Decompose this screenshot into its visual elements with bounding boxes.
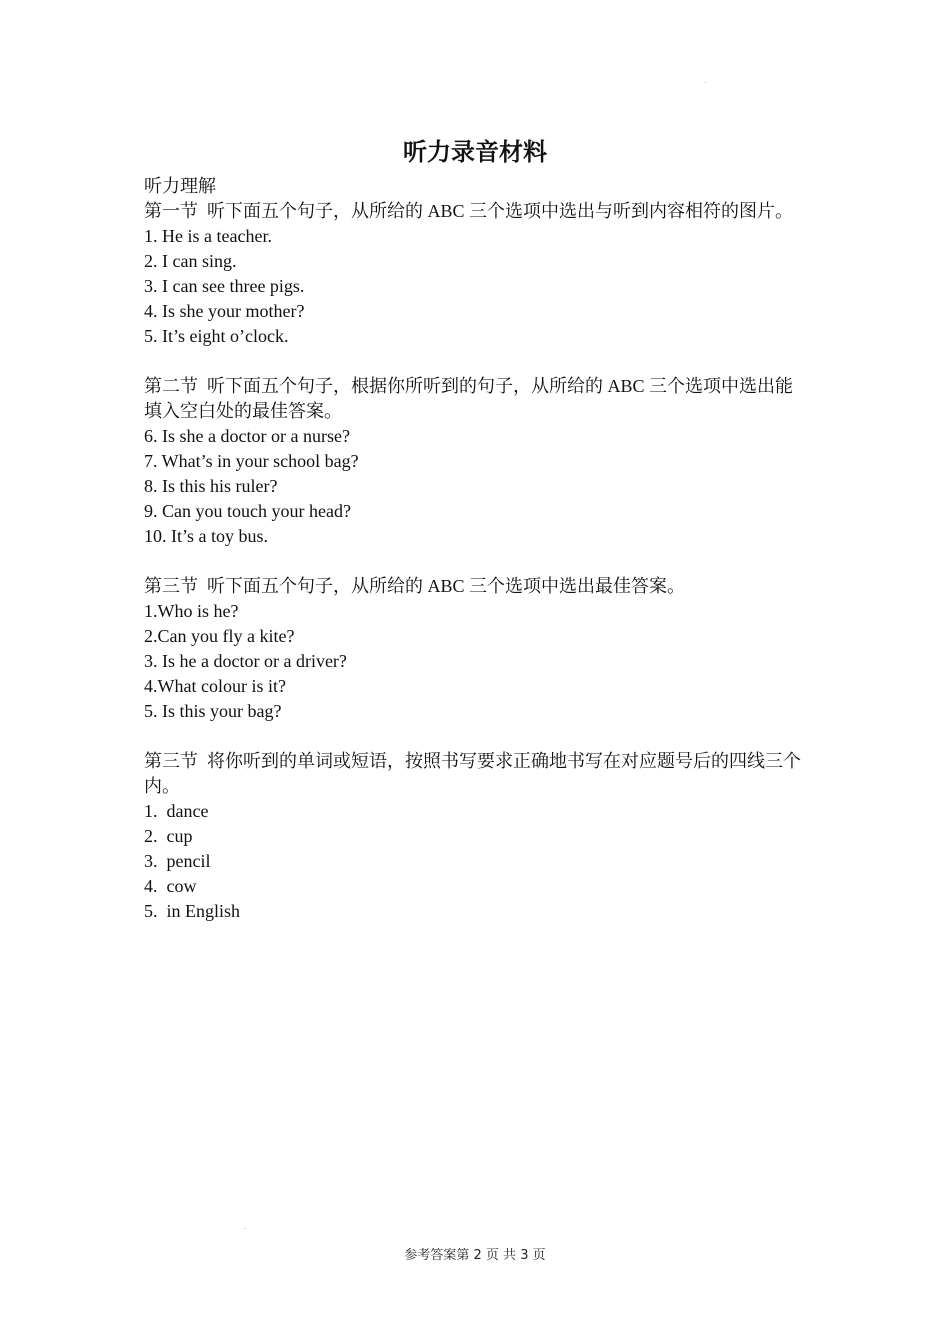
spacer xyxy=(144,724,808,749)
page-footer: 参考答案第 2 页 共 3 页 xyxy=(404,1248,546,1263)
list-item: 5. in English xyxy=(144,901,241,921)
list-item: 4. cow xyxy=(144,876,197,896)
list-item: 4.What colour is it? xyxy=(144,676,286,696)
spacer xyxy=(144,549,808,574)
list-item: 2. I can sing. xyxy=(144,251,237,271)
list-item: 3. Is he a doctor or a driver? xyxy=(144,651,347,671)
section-4 xyxy=(144,749,808,924)
list-item: 10. It’s a toy bus. xyxy=(144,526,268,546)
list-item: 2. cup xyxy=(144,826,193,846)
section-2 xyxy=(144,374,808,549)
section-3 xyxy=(144,574,808,724)
list-item: 3. pencil xyxy=(144,851,211,871)
list-item: 4. Is she your mother? xyxy=(144,301,305,321)
list-item: 5. It’s eight o’clock. xyxy=(144,326,289,346)
section-heading: 听力理解 xyxy=(144,176,216,196)
list-item: 9. Can you touch your head? xyxy=(144,501,351,521)
section-1-instruction: 第一节 听下面五个句子，从所给的 ABC 三个选项中选出与听到内容相符的图片。 xyxy=(144,201,794,221)
list-item: 8. Is this his ruler? xyxy=(144,476,278,496)
section-1 xyxy=(144,199,808,349)
document-body xyxy=(144,174,808,924)
scan-speck xyxy=(245,1228,246,1229)
section-4-instruction: 第三节 将你听到的单词或短语，按照书写要求正确地书写在对应题号后的四线三个内。 xyxy=(144,751,801,796)
spacer xyxy=(144,349,808,374)
list-item: 1.Who is he? xyxy=(144,601,239,621)
list-item: 6. Is she a doctor or a nurse? xyxy=(144,426,350,446)
list-item: 1. dance xyxy=(144,801,209,821)
section-2-instruction: 第二节 听下面五个句子，根据你所听到的句子，从所给的 ABC 三个选项中选出能填入空白处的最佳答案。 xyxy=(144,376,794,421)
list-item: 7. What’s in your school bag? xyxy=(144,451,359,471)
section-3-instruction: 第三节 听下面五个句子，从所给的 ABC 三个选项中选出最佳答案。 xyxy=(144,576,686,596)
page-title: 听力录音材料 xyxy=(403,138,547,166)
list-item: 5. Is this your bag? xyxy=(144,701,282,721)
list-item: 2.Can you fly a kite? xyxy=(144,626,295,646)
scan-speck xyxy=(705,82,706,83)
list-item: 3. I can see three pigs. xyxy=(144,276,305,296)
list-item: 1. He is a teacher. xyxy=(144,226,272,246)
